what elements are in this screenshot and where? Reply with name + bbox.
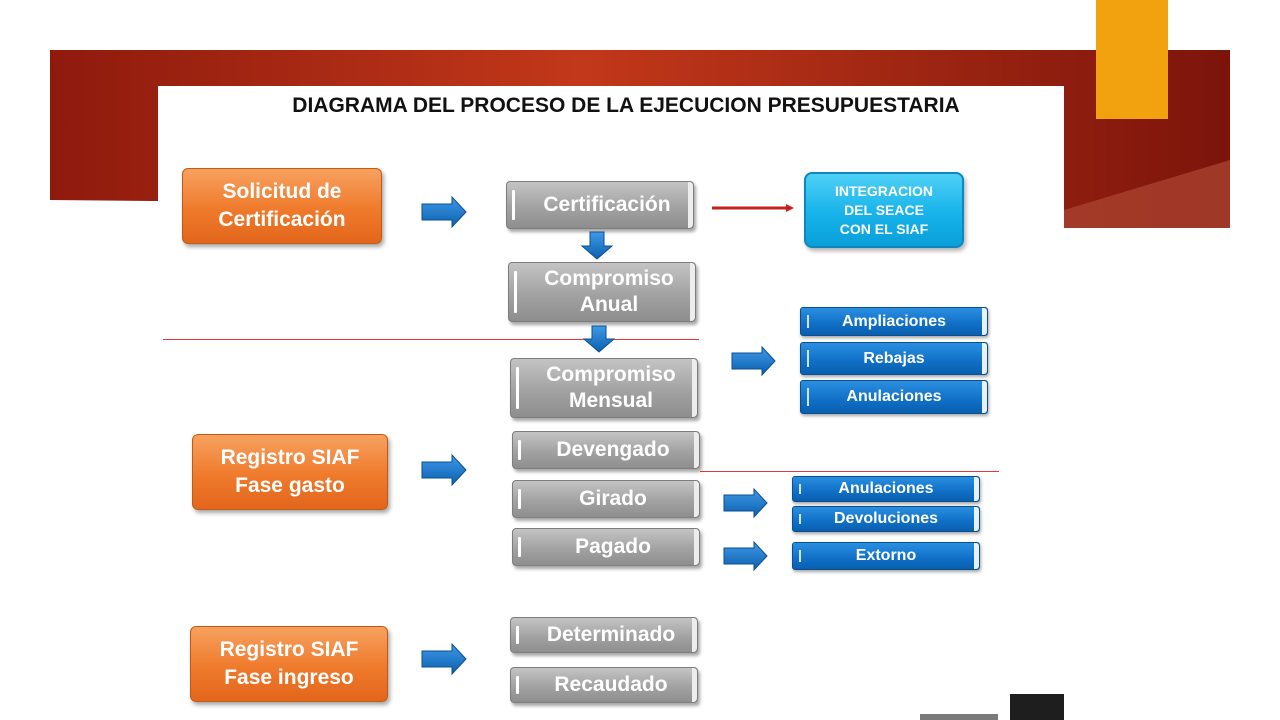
devoluciones-box: Devoluciones xyxy=(792,506,980,532)
determinado-box: Determinado xyxy=(510,617,698,653)
footer-bar xyxy=(920,714,998,720)
extorno-box: Extorno xyxy=(792,542,980,570)
ampliaciones-box: Ampliaciones xyxy=(800,307,988,336)
accent-tab xyxy=(1096,0,1168,119)
integracion-seace-siaf-box: INTEGRACION DEL SEACE CON EL SIAF xyxy=(804,172,964,248)
compromiso-mensual-box: Compromiso Mensual xyxy=(510,358,698,418)
anulaciones-box: Anulaciones xyxy=(800,380,988,414)
solicitud-certificacion-box: Solicitud de Certificación xyxy=(182,168,382,244)
separator-line xyxy=(163,339,699,340)
pagado-box: Pagado xyxy=(512,528,700,566)
rebajas-box: Rebajas xyxy=(800,342,988,375)
anulaciones-box: Anulaciones xyxy=(792,476,980,502)
devengado-box: Devengado xyxy=(512,431,700,469)
diagram-title: DIAGRAMA DEL PROCESO DE LA EJECUCION PRESUPUESTARIA xyxy=(292,94,960,117)
certificacion-box: Certificación xyxy=(506,181,694,229)
girado-box: Girado xyxy=(512,480,700,518)
footer-block xyxy=(1010,694,1064,720)
recaudado-box: Recaudado xyxy=(510,667,698,703)
separator-line xyxy=(700,471,999,472)
compromiso-anual-box: Compromiso Anual xyxy=(508,262,696,322)
registro-siaf-ingreso-box: Registro SIAF Fase ingreso xyxy=(190,626,388,702)
registro-siaf-gasto-box: Registro SIAF Fase gasto xyxy=(192,434,388,510)
